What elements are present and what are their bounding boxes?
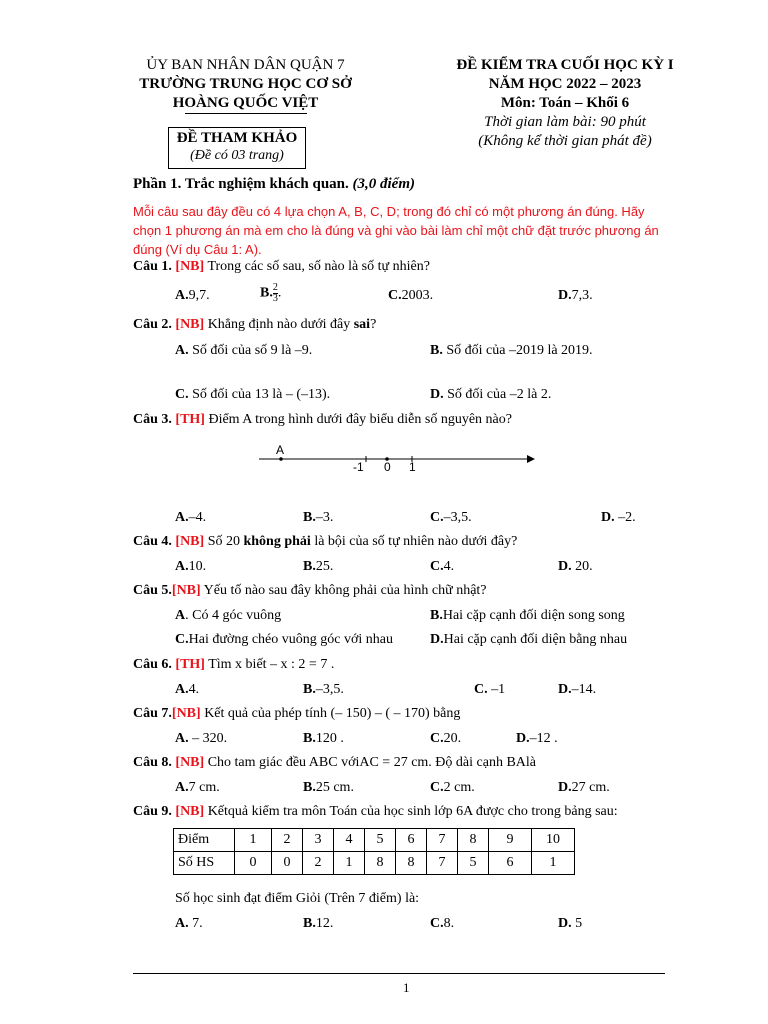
q5-option-c[interactable]: C.Hai đường chéo vuông góc với nhau xyxy=(175,632,393,647)
question-label: Câu 1. xyxy=(133,259,172,274)
question-text: Kết quả của phép tính (– 150) – ( – 170) bằng xyxy=(204,706,461,721)
q7-option-d[interactable]: D.–12 . xyxy=(516,731,558,746)
q1-option-a[interactable]: A.9,7. xyxy=(175,288,210,303)
q6-option-d[interactable]: D.–14. xyxy=(558,682,597,697)
question-label: Câu 3. xyxy=(133,412,172,427)
q8-option-a[interactable]: A.7 cm. xyxy=(175,780,220,795)
level-tag: [NB] xyxy=(175,317,205,332)
level-tag: [TH] xyxy=(175,657,205,672)
score-table xyxy=(173,828,575,875)
table-cell: Điểm xyxy=(174,829,235,852)
q3-option-a[interactable]: A.–4. xyxy=(175,510,207,525)
table-cell: 8 xyxy=(396,852,427,875)
q6-option-b[interactable]: B.–3,5. xyxy=(303,682,344,697)
tick-1: 1 xyxy=(409,460,416,474)
question-label: Câu 9. xyxy=(133,804,172,819)
question-text: Trong các số sau, số nào là số tự nhiên? xyxy=(207,259,430,274)
q3-option-b[interactable]: B.–3. xyxy=(303,510,334,525)
q7-option-a[interactable]: A. – 320. xyxy=(175,731,228,746)
q8-option-d[interactable]: D.27 cm. xyxy=(558,780,610,795)
q2-option-b[interactable]: B. Số đối của –2019 là 2019. xyxy=(430,343,593,358)
question-text: Yếu tố nào sau đây không phải của hình chữ nhật? xyxy=(203,583,487,598)
question-label: Câu 7. xyxy=(133,706,172,721)
table-cell: 0 xyxy=(272,852,303,875)
tick-minus-1: -1 xyxy=(353,460,364,474)
part1-instruction: Mỗi câu sau đây đều có 4 lựa chọn A, B, C, D; trong đó chỉ có một phương án đúng. Hãy chọn 1 phương án mà em cho là đúng và ghi vào bài làm chỉ một chữ đặt trước phương án đúng (Ví dụ Câu 1: A). xyxy=(133,204,659,257)
question-text: Khẳng định nào dưới đây sai? xyxy=(207,317,377,332)
question-5 xyxy=(133,583,487,600)
school-line-2: HOÀNG QUỐC VIỆT xyxy=(172,95,319,111)
point-a-label: A xyxy=(276,443,285,457)
question-text: Tìm x biết – x : 2 = 7 . xyxy=(208,657,335,672)
table-cell: 7 xyxy=(427,829,458,852)
level-tag: [NB] xyxy=(175,755,205,770)
duration-note: (Không kể thời gian phát đề) xyxy=(478,133,652,149)
question-4 xyxy=(133,534,517,551)
point-a-marker xyxy=(279,457,283,461)
q7-option-c[interactable]: C.20. xyxy=(430,731,462,746)
q9-option-d[interactable]: D. 5 xyxy=(558,916,583,931)
question-label: Câu 6. xyxy=(133,657,172,672)
table-cell: 7 xyxy=(427,852,458,875)
question-label: Câu 2. xyxy=(133,317,172,332)
question-label: Câu 4. xyxy=(133,534,172,549)
part1-heading xyxy=(133,175,415,193)
q9-option-b[interactable]: B.12. xyxy=(303,916,334,931)
question-text: Số 20 không phải là bội của số tự nhiên nào dưới đây? xyxy=(207,534,518,549)
q2-option-c[interactable]: C. Số đối của 13 là – (–13). xyxy=(175,387,331,402)
table-cell: 2 xyxy=(272,829,303,852)
school-underline xyxy=(185,113,307,114)
tick-0: 0 xyxy=(384,460,391,474)
level-tag: [TH] xyxy=(175,412,205,427)
reference-title: ĐỀ THAM KHẢO xyxy=(176,130,298,146)
q4-option-a[interactable]: A.10. xyxy=(175,559,207,574)
question-text: Cho tam giác đều ABC vớiAC = 27 cm. Độ dài cạnh BAlà xyxy=(207,755,536,770)
table-cell: 0 xyxy=(235,852,272,875)
question-1 xyxy=(133,259,430,276)
table-cell: 8 xyxy=(458,829,489,852)
table-cell: 5 xyxy=(458,852,489,875)
table-cell: 6 xyxy=(396,829,427,852)
reference-subtitle: (Đề có 03 trang) xyxy=(190,148,284,163)
q7-option-b[interactable]: B.120 . xyxy=(303,731,344,746)
question-text: Điểm A trong hình dưới đây biểu diễn số nguyên nào? xyxy=(208,412,512,427)
table-cell: Số HS xyxy=(174,852,235,875)
q1-option-d[interactable]: D.7,3. xyxy=(558,288,593,303)
table-row xyxy=(174,852,575,875)
exam-title: ĐỀ KIỂM TRA CUỐI HỌC KỲ I xyxy=(456,57,674,73)
q5-option-d[interactable]: D.Hai cặp cạnh đối diện bằng nhau xyxy=(430,632,628,647)
school-year: NĂM HỌC 2022 – 2023 xyxy=(488,76,642,92)
q6-option-a[interactable]: A.4. xyxy=(175,682,200,697)
table-cell: 8 xyxy=(365,852,396,875)
question-6 xyxy=(133,657,334,674)
table-cell: 1 xyxy=(235,829,272,852)
level-tag: [NB] xyxy=(171,583,201,598)
question-9 xyxy=(133,804,618,821)
q5-option-b[interactable]: B.Hai cặp cạnh đối diện song song xyxy=(430,608,625,623)
part1-title: Phần 1. Trắc nghiệm khách quan. xyxy=(133,176,349,192)
school-header xyxy=(118,56,373,113)
q8-option-b[interactable]: B.25 cm. xyxy=(303,780,354,795)
table-row xyxy=(174,829,575,852)
duration: Thời gian làm bài: 90 phút xyxy=(484,114,646,130)
q3-option-c[interactable]: C.–3,5. xyxy=(430,510,472,525)
question-8 xyxy=(133,755,536,772)
question-7 xyxy=(133,706,460,723)
question-2 xyxy=(133,317,376,334)
level-tag: [NB] xyxy=(175,534,205,549)
q2-option-d[interactable]: D. Số đối của –2 là 2. xyxy=(430,387,552,402)
table-cell: 5 xyxy=(365,829,396,852)
question-label: Câu 8. xyxy=(133,755,172,770)
level-tag: [NB] xyxy=(175,804,205,819)
exam-header xyxy=(420,56,710,151)
school-line-1: TRƯỜNG TRUNG HỌC CƠ SỞ xyxy=(139,76,352,92)
reference-box xyxy=(168,127,306,169)
table-cell: 3 xyxy=(303,829,334,852)
q3-option-d[interactable]: D. –2. xyxy=(601,510,636,525)
table-cell: 1 xyxy=(334,852,365,875)
level-tag: [NB] xyxy=(171,706,201,721)
q9-option-c[interactable]: C.8. xyxy=(430,916,455,931)
footer-rule xyxy=(133,973,665,974)
district-name: ỦY BAN NHÂN DÂN QUẬN 7 xyxy=(146,57,345,73)
question-label: Câu 5. xyxy=(133,583,172,598)
q1-option-c[interactable]: C.2003. xyxy=(388,288,434,303)
table-cell: 2 xyxy=(303,852,334,875)
table-cell: 9 xyxy=(489,829,532,852)
page-number: 1 xyxy=(403,980,410,995)
q9-subtext: Số học sinh đạt điểm Giỏi (Trên 7 điểm) là: xyxy=(175,891,420,906)
question-text: Kếtquả kiểm tra môn Toán của học sinh lớp 6A được cho trong bảng sau: xyxy=(207,804,618,819)
fraction: $\frac{2}{3}$ xyxy=(272,282,278,304)
table-cell: 1 xyxy=(532,852,575,875)
q1-option-b[interactable]: B. $\frac{2}{3}$ . xyxy=(260,282,282,304)
q5-option-a[interactable]: A. Có 4 góc vuông xyxy=(175,608,282,623)
table-cell: 6 xyxy=(489,852,532,875)
q4-option-c[interactable]: C.4. xyxy=(430,559,455,574)
level-tag: [NB] xyxy=(175,259,205,274)
subject: Môn: Toán – Khối 6 xyxy=(500,95,630,111)
q6-option-c[interactable]: C. –1 xyxy=(474,682,506,697)
table-cell: 4 xyxy=(334,829,365,852)
q4-option-d[interactable]: D. 20. xyxy=(558,559,593,574)
question-3 xyxy=(133,412,512,429)
q2-option-a[interactable]: A. Số đối của số 9 là –9. xyxy=(175,343,313,358)
part1-points: (3,0 điểm) xyxy=(352,176,415,192)
q4-option-b[interactable]: B.25. xyxy=(303,559,334,574)
q8-option-c[interactable]: C.2 cm. xyxy=(430,780,475,795)
q9-option-a[interactable]: A. 7. xyxy=(175,916,203,931)
number-line xyxy=(255,440,545,480)
table-cell: 10 xyxy=(532,829,575,852)
